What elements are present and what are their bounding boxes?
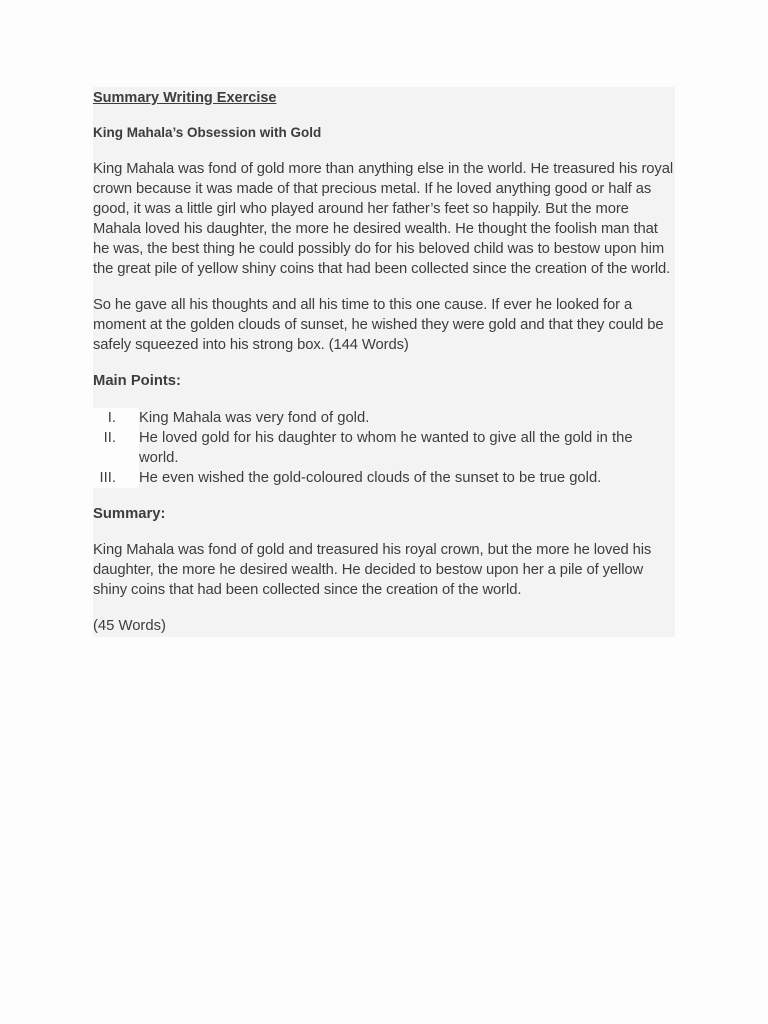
main-points-list [93, 408, 675, 488]
main-points-heading: Main Points: [93, 373, 181, 389]
word-count: (45 Words) [93, 618, 166, 634]
summary-paragraph: King Mahala was fond of gold and treasured his royal crown, but the more he loved his daughter, the more he desired wealth. He decided to bestow upon her a pile of yellow shiny coins that had been collected since the creation of the world. [93, 542, 652, 598]
list-item [93, 468, 675, 488]
list-numeral: I. [93, 408, 139, 428]
list-numeral: II. [93, 428, 139, 468]
list-item-text: He even wished the gold-coloured clouds of the sunset to be true gold. [139, 470, 602, 486]
summary-heading: Summary: [93, 506, 166, 522]
list-numeral: III. [93, 468, 139, 488]
story-title: King Mahala’s Obsession with Gold [93, 125, 322, 140]
story-paragraph-1: King Mahala was fond of gold more than anything else in the world. He treasured his royal crown because it was made of that precious metal. If he loved anything good or half as good, it was a little girl who played around her father’s feet so happily. But the more Mahala loved his daughter, the more he desired wealth. He thought the foolish man that he was, the best thing he could possibly do for his beloved child was to bestow upon him the great pile of yellow shiny coins that had been collected since the creation of the world. [93, 161, 674, 277]
document-title: Summary Writing Exercise [93, 90, 277, 106]
list-item [93, 408, 675, 428]
list-item-text: He loved gold for his daughter to whom he wanted to give all the gold in the world. [139, 430, 633, 466]
text-content-area [93, 87, 675, 637]
list-item-text: King Mahala was very fond of gold. [139, 410, 370, 426]
story-paragraph-2: So he gave all his thoughts and all his time to this one cause. If ever he looked for a moment at the golden clouds of sunset, he wished they were gold and that they could be safely squeezed into his strong box. (144 Words) [93, 297, 664, 353]
list-item [93, 428, 675, 468]
